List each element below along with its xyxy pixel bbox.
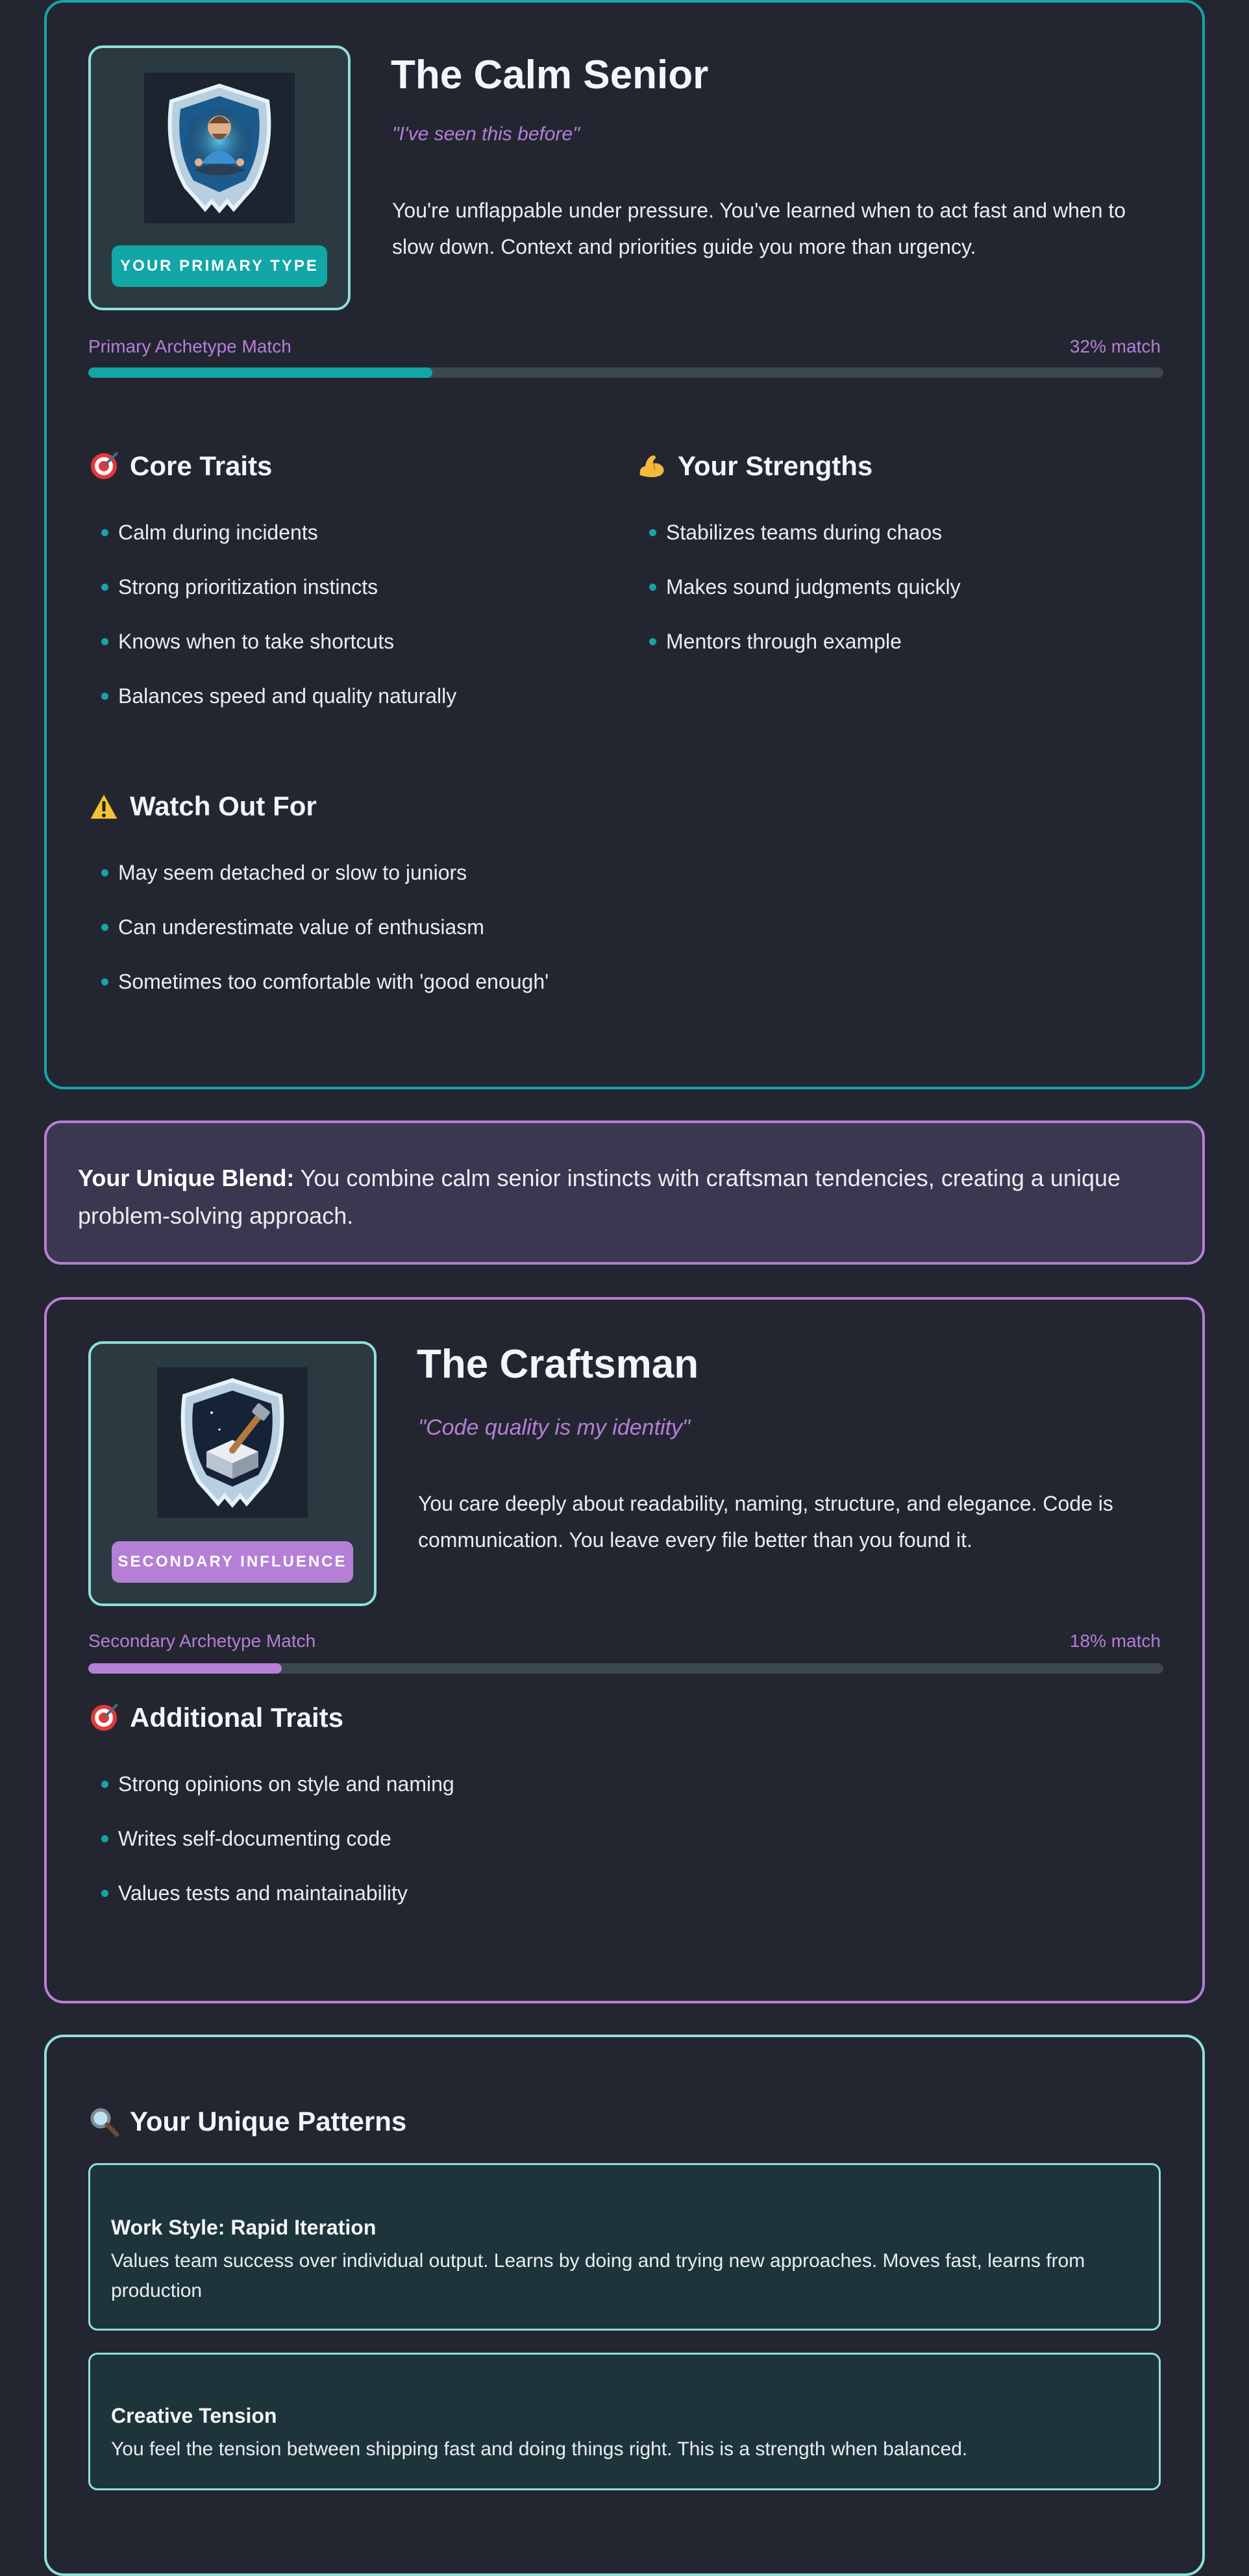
- meditating-senior-badge-icon: [144, 73, 295, 223]
- list-item: Writes self-documenting code: [88, 1826, 1127, 1880]
- primary-archetype-quote: "I've seen this before": [392, 123, 580, 145]
- secondary-archetype-card: [44, 1297, 1205, 2003]
- primary-match-fill: [88, 367, 432, 378]
- magnifying-glass-icon: [88, 2106, 119, 2137]
- secondary-match-percent: 18% match: [1069, 1631, 1161, 1651]
- primary-archetype-title: The Calm Senior: [391, 53, 709, 97]
- primary-archetype-card: [44, 0, 1205, 1089]
- target-icon: [88, 1702, 119, 1733]
- unique-blend-text: You combine calm senior instincts with craftsman tendencies, creating a unique problem-solving approach.: [78, 1165, 1121, 1229]
- watch-out-title: Watch Out For: [130, 791, 317, 821]
- watch-out-heading: [88, 791, 317, 822]
- primary-match-bar: [88, 367, 1163, 378]
- unique-patterns-card: [44, 2035, 1205, 2576]
- secondary-archetype-description: You care deeply about readability, naming, structure, and elegance. Code is communication. You leave every file better than you found it.: [418, 1492, 1113, 1552]
- list-item: Strong prioritization instincts: [88, 574, 595, 628]
- craftsman-hammer-badge-icon: [157, 1367, 308, 1518]
- pattern-description: Values team success over individual output. Learns by doing and trying new approaches. Moves fast, learns from production: [111, 2250, 1085, 2301]
- unique-patterns-heading: [88, 2106, 406, 2137]
- pattern-card: [88, 2163, 1161, 2331]
- list-item: Makes sound judgments quickly: [636, 574, 1143, 628]
- flexed-biceps-icon: [636, 451, 667, 482]
- strengths-list: [636, 519, 1143, 683]
- core-traits-title: Core Traits: [130, 451, 273, 481]
- warning-icon: [88, 791, 119, 822]
- pattern-description: You feel the tension between shipping fast and doing things right. This is a strength when balanced.: [111, 2438, 968, 2460]
- list-item: May seem detached or slow to juniors: [88, 860, 1127, 914]
- secondary-influence-badge: SECONDARY INFLUENCE: [112, 1541, 353, 1583]
- primary-archetype-description: You're unflappable under pressure. You've learned when to act fast and when to slow down. Context and priorities guide you more than urgency.: [392, 199, 1126, 258]
- list-item: Strong opinions on style and naming: [88, 1771, 1127, 1826]
- secondary-badge-box: [88, 1341, 377, 1606]
- secondary-archetype-quote: "Code quality is my identity": [418, 1415, 691, 1440]
- pattern-title: Creative Tension: [111, 2404, 277, 2427]
- additional-traits-heading: [88, 1702, 343, 1733]
- target-icon: [88, 451, 119, 482]
- watch-out-list: [88, 860, 1127, 1023]
- unique-blend-label: Your Unique Blend:: [78, 1165, 295, 1191]
- list-item: Can underestimate value of enthusiasm: [88, 914, 1127, 969]
- core-traits-list: [88, 519, 595, 737]
- strengths-heading: [636, 451, 872, 482]
- pattern-card: [88, 2353, 1161, 2490]
- list-item: Knows when to take shortcuts: [88, 628, 595, 683]
- additional-traits-title: Additional Traits: [130, 1702, 344, 1733]
- unique-patterns-title: Your Unique Patterns: [130, 2106, 407, 2136]
- list-item: Stabilizes teams during chaos: [636, 519, 1143, 574]
- primary-badge-box: [88, 45, 351, 310]
- secondary-archetype-title: The Craftsman: [417, 1342, 699, 1387]
- core-traits-heading: [88, 451, 272, 482]
- list-item: Mentors through example: [636, 628, 1143, 683]
- pattern-title: Work Style: Rapid Iteration: [111, 2216, 377, 2239]
- primary-type-badge: YOUR PRIMARY TYPE: [112, 245, 327, 287]
- additional-traits-list: [88, 1771, 1127, 1935]
- list-item: Sometimes too comfortable with 'good enough': [88, 969, 1127, 1023]
- list-item: Values tests and maintainability: [88, 1880, 1127, 1935]
- secondary-match-label: Secondary Archetype Match: [88, 1631, 316, 1651]
- secondary-match-fill: [88, 1663, 282, 1674]
- strengths-title: Your Strengths: [678, 451, 873, 481]
- list-item: Balances speed and quality naturally: [88, 683, 595, 737]
- unique-blend-panel: [44, 1121, 1205, 1265]
- primary-match-label: Primary Archetype Match: [88, 336, 291, 356]
- secondary-match-bar: [88, 1663, 1163, 1674]
- list-item: Calm during incidents: [88, 519, 595, 574]
- primary-match-percent: 32% match: [1069, 336, 1161, 356]
